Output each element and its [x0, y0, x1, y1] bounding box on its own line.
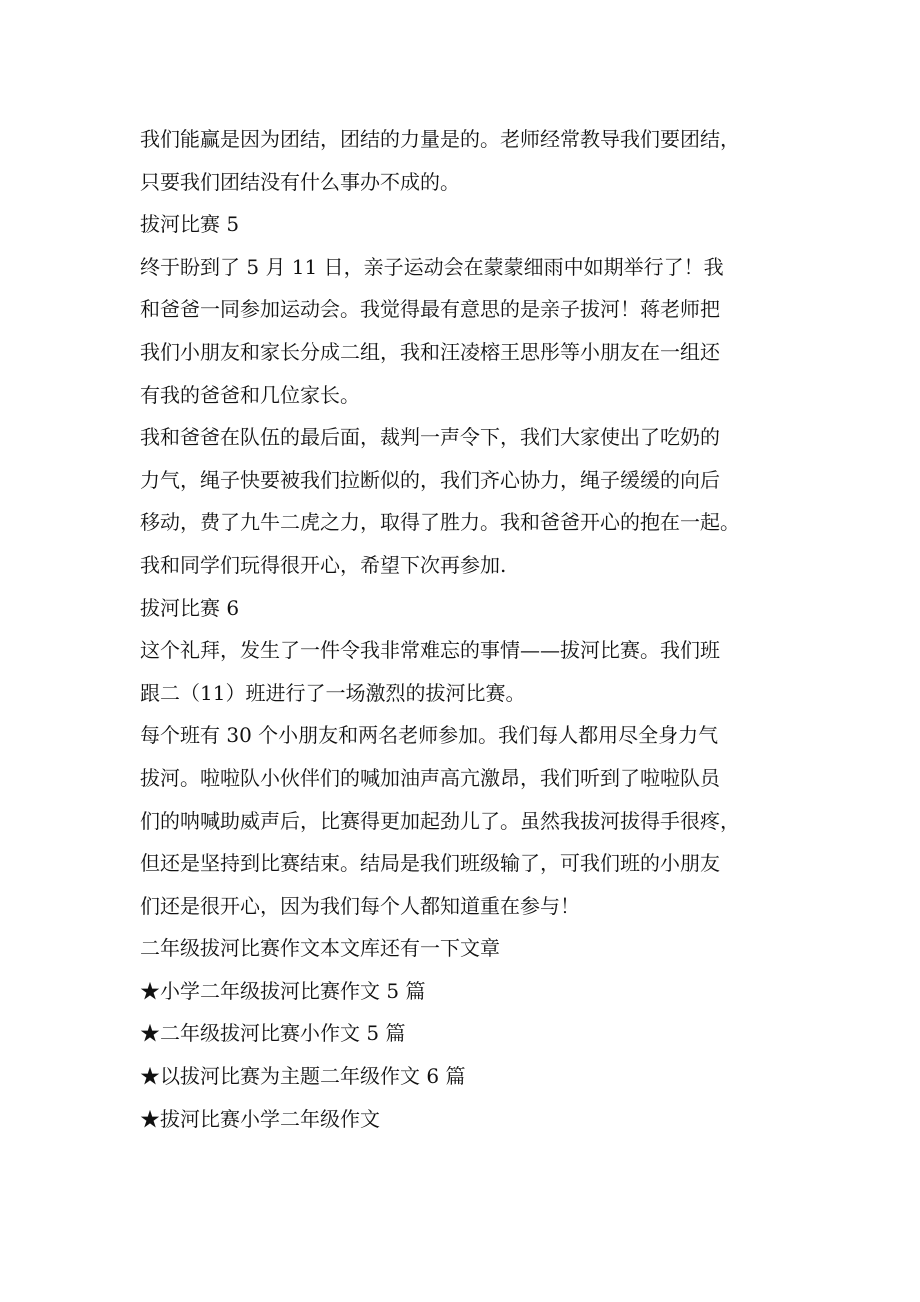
text-line: 跟二（11）班进行了一场激烈的拔河比赛。	[140, 680, 526, 705]
related-heading: 二年级拔河比赛作文本文库还有一下文章	[140, 936, 500, 961]
related-link[interactable]: ★小学二年级拔河比赛作文 5 篇	[140, 978, 426, 1003]
text-line: 移动，费了九牛二虎之力，取得了胜力。我和爸爸开心的抱在一起。	[140, 510, 740, 535]
text-line: 和爸爸一同参加运动会。我觉得最有意思的是亲子拔河！蒋老师把	[140, 297, 720, 322]
document-body	[140, 118, 790, 1140]
text-line: 我们小朋友和家长分成二组，我和汪凌榕王思彤等小朋友在一组还	[140, 339, 720, 364]
related-link[interactable]: ★二年级拔河比赛小作文 5 篇	[140, 1021, 406, 1046]
text-line: 力气，绳子快要被我们拉断似的，我们齐心协力，绳子缓缓的向后	[140, 467, 720, 492]
text-line: 拔河。啦啦队小伙伴们的喊加油声高亢激昂，我们听到了啦啦队员	[140, 765, 720, 790]
text-line: 每个班有 30 个小朋友和两名老师参加。我们每人都用尽全身力气	[140, 723, 719, 748]
text-line: 我和爸爸在队伍的最后面，裁判一声令下，我们大家使出了吃奶的	[140, 425, 720, 450]
text-line: 这个礼拜，发生了一件令我非常难忘的事情——拔河比赛。我们班	[140, 638, 720, 663]
text-line: 我们能赢是因为团结，团结的力量是的。老师经常教导我们要团结，	[140, 127, 740, 151]
text-line: 有我的爸爸和几位家长。	[140, 382, 360, 407]
text-line: 我和同学们玩得很开心，希望下次再参加.	[140, 552, 507, 577]
related-link[interactable]: ★以拔河比赛为主题二年级作文 6 篇	[140, 1064, 466, 1089]
text-line: 们还是很开心，因为我们每个人都知道重在参与！	[140, 893, 580, 918]
text-line: 们的呐喊助威声后，比赛得更加起劲儿了。虽然我拔河拔得手很疼，	[140, 808, 740, 833]
section-heading: 拔河比赛 6	[140, 595, 240, 620]
section-heading: 拔河比赛 5	[140, 212, 240, 237]
related-link[interactable]: ★拔河比赛小学二年级作文	[140, 1106, 380, 1131]
text-line: 只要我们团结没有什么事办不成的。	[140, 169, 460, 194]
text-line: 终于盼到了 5 月 11 日，亲子运动会在蒙蒙细雨中如期举行了！我	[140, 254, 724, 279]
text-line: 但还是坚持到比赛结束。结局是我们班级输了，可我们班的小朋友	[140, 851, 720, 876]
